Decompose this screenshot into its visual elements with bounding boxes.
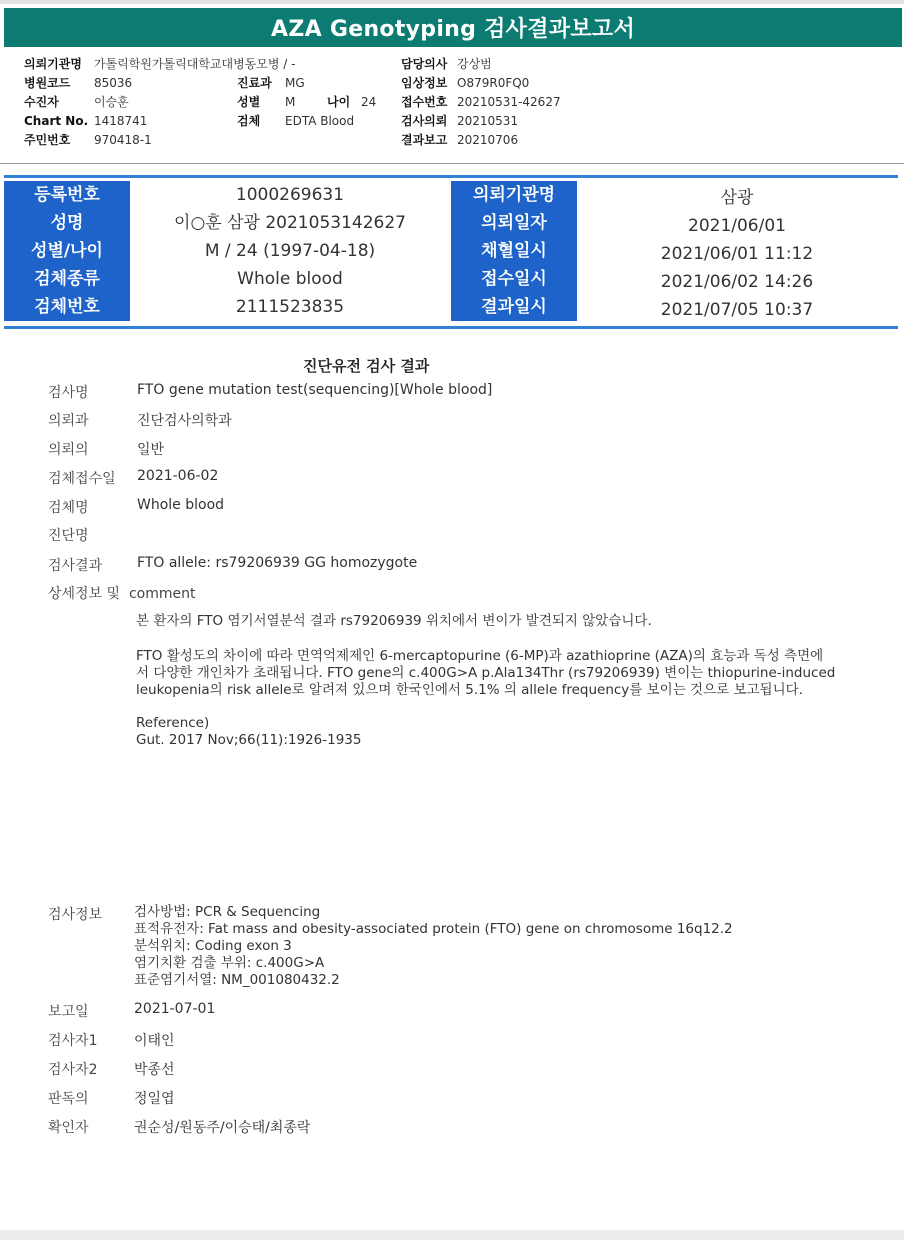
header-value: 970418-1	[94, 133, 152, 147]
header-value: 1418741	[94, 114, 148, 128]
header-label: 의뢰기관명	[24, 57, 82, 71]
header-value: 20210531-42627	[457, 95, 561, 109]
header-label: 수진자	[24, 95, 59, 109]
patient-values-left	[130, 181, 450, 321]
header-value: MG	[285, 76, 305, 90]
row-label-department: 의뢰과	[48, 413, 89, 429]
label-request-date: 의뢰일자	[481, 213, 547, 233]
test-info-label: 검사정보	[48, 907, 103, 923]
age-value: 24	[361, 95, 377, 109]
header-label: Chart No.	[24, 114, 89, 128]
header-value: O879R0FQ0	[457, 76, 530, 90]
comment-2	[136, 648, 856, 699]
test-info-lines	[134, 904, 733, 989]
row-value-test-name: FTO gene mutation test(sequencing)[Whole blood]	[137, 382, 493, 398]
header-col2	[237, 74, 376, 131]
header-col3	[401, 55, 561, 150]
comment-1: 본 환자의 FTO 염기서열분석 결과 rs79206939 위치에서 변이가 발견되지 않았습니다.	[136, 613, 652, 629]
label-name: 성명	[50, 213, 84, 233]
age-label: 나이	[327, 95, 351, 109]
row-value-test-result: FTO allele: rs79206939 GG homozygote	[137, 555, 418, 571]
header-label: 결과보고	[401, 133, 448, 147]
value-result-time: 2021/07/05 10:37	[660, 300, 814, 320]
patient-box-bottom-line	[4, 326, 898, 329]
test-info-line: 분석위치: Coding exon 3	[134, 938, 292, 954]
reference-label: Reference)	[136, 715, 210, 731]
header-label: 진료과	[237, 76, 272, 90]
row-label-test-name: 검사명	[48, 385, 89, 401]
label-sex-age: 성별/나이	[31, 241, 103, 261]
label-specimen-no: 검체번호	[34, 297, 100, 317]
top-border	[0, 0, 904, 4]
header-value: 가톨릭학원가톨릭대학교대병동모병 / -	[94, 57, 296, 71]
header-label: 병원코드	[24, 76, 71, 90]
patient-values-right	[577, 184, 897, 324]
header-divider	[0, 163, 904, 164]
header-value: 20210706	[457, 133, 519, 147]
header-value: EDTA Blood	[285, 114, 355, 128]
value-registration-no: 1000269631	[235, 185, 345, 205]
header-label: 검사의뢰	[401, 114, 448, 128]
patient-labels-right	[451, 181, 577, 321]
header-label: 성별	[237, 95, 261, 109]
footer-value-confirmer: 권순성/원동주/이승태/최종락	[134, 1120, 311, 1136]
comment-2-line: leukopenia의 risk allele로 알려져 있으며 한국인에서 5.1% 의 allele frequency를 보이는 것으로 보고됩니다.	[136, 682, 803, 698]
value-sex-age: M / 24 (1997-04-18)	[204, 241, 376, 261]
label-registration-no: 등록번호	[34, 185, 100, 205]
row-label-physician: 의뢰의	[48, 442, 89, 458]
row-label-diagnosis: 진단명	[48, 528, 89, 544]
row-value-receipt-date: 2021-06-02	[137, 468, 219, 484]
label-receipt-time: 접수일시	[481, 269, 547, 289]
row-label-test-result: 검사결과	[48, 558, 103, 574]
value-request-date: 2021/06/01	[688, 216, 786, 236]
header-label: 검체	[237, 114, 261, 128]
header-value: 20210531	[457, 114, 519, 128]
value-specimen-no: 2111523835	[235, 297, 345, 317]
footer-label-tester2: 검사자2	[48, 1062, 98, 1078]
patient-box-top-line	[4, 175, 898, 178]
comment-2-line: 서 다양한 개인차가 초래됩니다. FTO gene의 c.400G>A p.Ala134Thr (rs79206939) 변이는 thiopurine-induced	[136, 665, 836, 681]
comment-2-line: FTO 활성도의 차이에 따라 면역억제제인 6-mercaptopurine (6-MP)과 azathioprine (AZA)의 효능과 독성 측면에	[136, 648, 824, 664]
row-value-specimen: Whole blood	[137, 497, 225, 513]
header-value: 이승훈	[94, 95, 129, 109]
row-label-receipt-date: 검체접수일	[48, 471, 116, 487]
value-collection-time: 2021/06/01 11:12	[660, 244, 814, 264]
footer-value-tester1: 이태인	[134, 1033, 175, 1049]
test-info-line: 염기치환 검출 부위: c.400G>A	[134, 955, 325, 971]
result-section-title: 진단유전 검사 결과	[303, 357, 430, 375]
row-label-specimen: 검체명	[48, 500, 89, 516]
header-value: M	[285, 95, 296, 109]
patient-labels-left	[4, 181, 130, 321]
label-collection-time: 채혈일시	[481, 241, 547, 261]
header-value: 85036	[94, 76, 133, 90]
reference-text: Gut. 2017 Nov;66(11):1926-1935	[136, 732, 362, 748]
header-label: 임상정보	[401, 76, 448, 90]
footer-value-reader: 정일엽	[134, 1091, 175, 1107]
row-value-physician: 일반	[137, 442, 165, 458]
value-receipt-time: 2021/06/02 14:26	[660, 272, 814, 292]
footer-label-reader: 판독의	[48, 1091, 89, 1107]
header-label: 주민번호	[24, 133, 71, 147]
bottom-bar	[0, 1230, 904, 1240]
header-value: 강상범	[457, 57, 492, 71]
header-label: 담당의사	[401, 57, 448, 71]
detail-comment-label: 상세정보 및 comment	[48, 586, 196, 602]
header-label: 접수번호	[401, 95, 448, 109]
footer-label-confirmer: 확인자	[48, 1120, 89, 1136]
value-requesting-institution: 삼광	[720, 188, 754, 208]
row-value-department: 진단검사의학과	[137, 413, 232, 429]
test-info-line: 검사방법: PCR & Sequencing	[134, 904, 321, 920]
value-specimen-type: Whole blood	[237, 269, 343, 289]
footer-value-report-date: 2021-07-01	[134, 1001, 216, 1017]
label-requesting-institution: 의뢰기관명	[472, 185, 556, 205]
footer-label-report-date: 보고일	[48, 1004, 89, 1020]
reference	[136, 715, 836, 749]
label-specimen-type: 검체종류	[34, 269, 100, 289]
test-info-line: 표적유전자: Fat mass and obesity-associated protein (FTO) gene on chromosome 16q12.2	[134, 921, 733, 937]
footer-value-tester2: 박종선	[134, 1062, 175, 1078]
label-result-time: 결과일시	[481, 297, 547, 317]
value-name: 이○훈 삼광 2021053142627	[174, 213, 406, 233]
report-title: AZA Genotyping 검사결과보고서	[4, 8, 902, 47]
test-info-line: 표준염기서열: NM_001080432.2	[134, 972, 340, 988]
footer-label-tester1: 검사자1	[48, 1033, 98, 1049]
